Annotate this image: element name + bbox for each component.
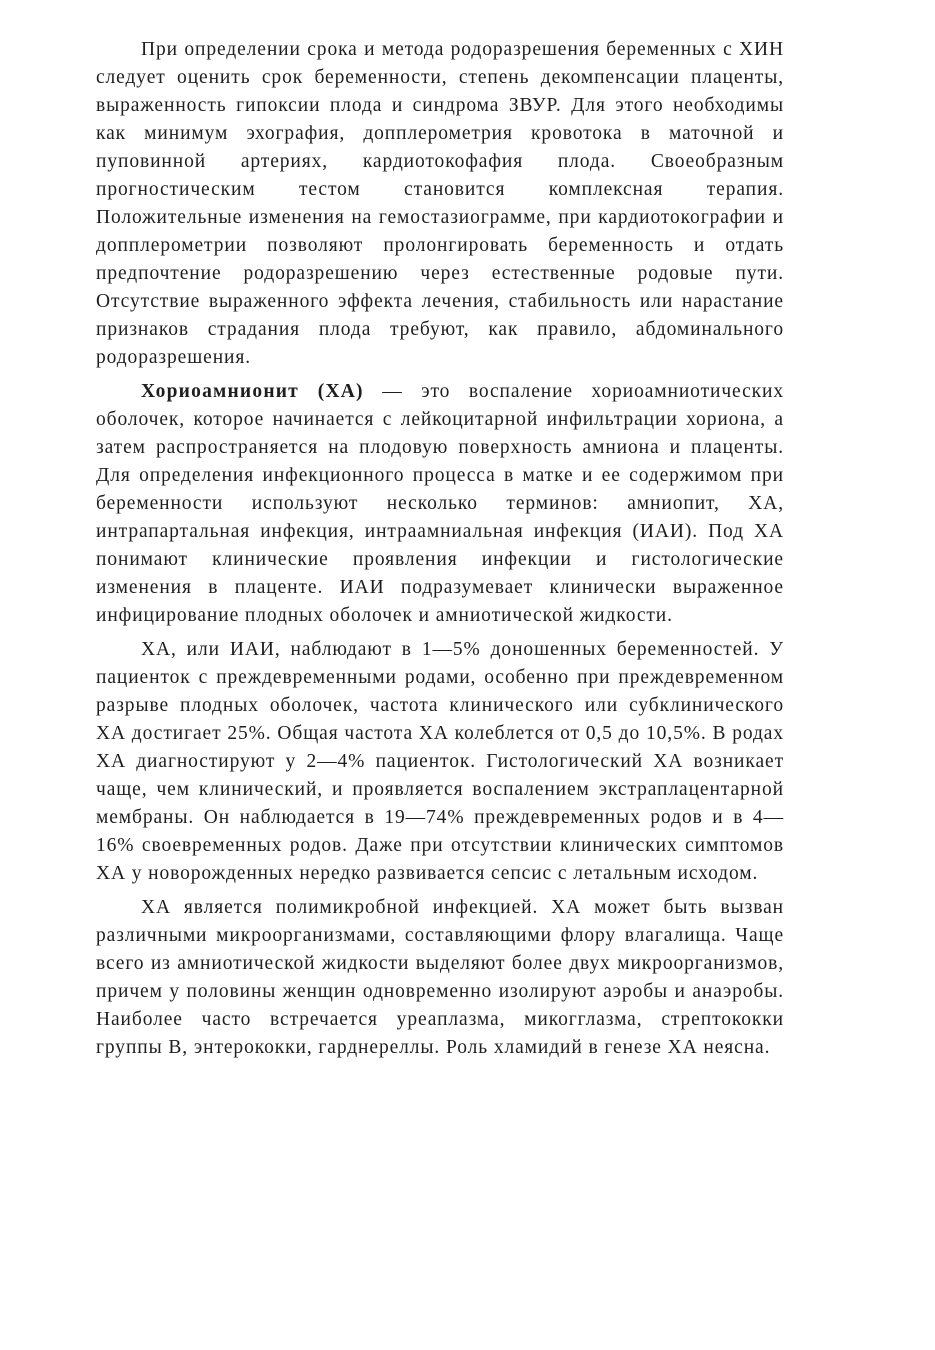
paragraph-etiology	[96, 894, 784, 1062]
term-chorioamnionitis: Хориоамнионит (ХА)	[141, 381, 364, 402]
paragraph-text: ХА, или ИАИ, наблюдают в 1—5% доношенных беременностей. У пациенток с преждевременными родами, особенно при преждевременном разрыве плодных оболочек, частота клинического или субклинического ХА достигает 25%. Общая частота ХА колеблется от 0,5 до 10,5%. В родах ХА диагностируют у 2—4% пациенток. Гистологический ХА возникает чаще, чем клинический, и проявляется воспалением экстраплацентарной мембраны. Он наблюдается в 19—74% преждевременных родов и в 4—16% своевременных родов. Даже при отсутствии клинических симптомов ХА у новорожденных нередко развивается сепсис с летальным исходом.	[96, 639, 784, 884]
paragraph-incidence	[96, 636, 784, 888]
paragraph-text: — это воспаление хориоамниотических оболочек, которое начинается с лейкоцитарной инфильтрации хориона, а затем распространяется на плодовую поверхность амниона и плаценты. Для определения инфекционного процесса в матке и ее содержимом при беременности используют несколько терминов: амниопит, ХА, интрапартальная инфекция, интраамниальная инфекция (ИАИ). Под ХА понимают клинические проявления инфекции и гистологические изменения в плаценте. ИАИ подразумевает клинически выраженное инфицирование плодных оболочек и амниотической жидкости.	[96, 381, 784, 626]
paragraph-text: ХА является полимикробной инфекцией. ХА может быть вызван различными микроорганизмами, составляющими флору влагалища. Чаще всего из амниотической жидкости выделяют более двух микроорганизмов, причем у половины женщин одновременно изолируют аэробы и анаэробы. Наиболее часто встречается уреаплазма, микогглазма, стрептококки группы В, энтерококки, гарднереллы. Роль хламидий в генезе ХА неясна.	[96, 897, 784, 1058]
paragraph-delivery-timing	[96, 36, 784, 372]
paragraph-text: При определении срока и метода родоразрешения беременных с ХИН следует оценить срок беременности, степень декомпенсации плаценты, выраженность гипоксии плода и синдрома ЗВУР. Для этого необходимы как минимум эхография, допплерометрия кровотока в маточной и пуповинной артериях, кардиотокофафия плода. Своеобразным прогностическим тестом становится комплексная терапия. Положительные изменения на гемостазиограмме, при кардиотокографии и допплерометрии позволяют пролонгировать беременность и отдать предпочтение родоразрешению через естественные родовые пути. Отсутствие выраженного эффекта лечения, стабильность или нарастание признаков страдания плода требуют, как правило, абдоминального родоразрешения.	[96, 39, 784, 368]
page-body	[96, 36, 784, 1068]
paragraph-chorioamnionitis-definition	[96, 378, 784, 630]
